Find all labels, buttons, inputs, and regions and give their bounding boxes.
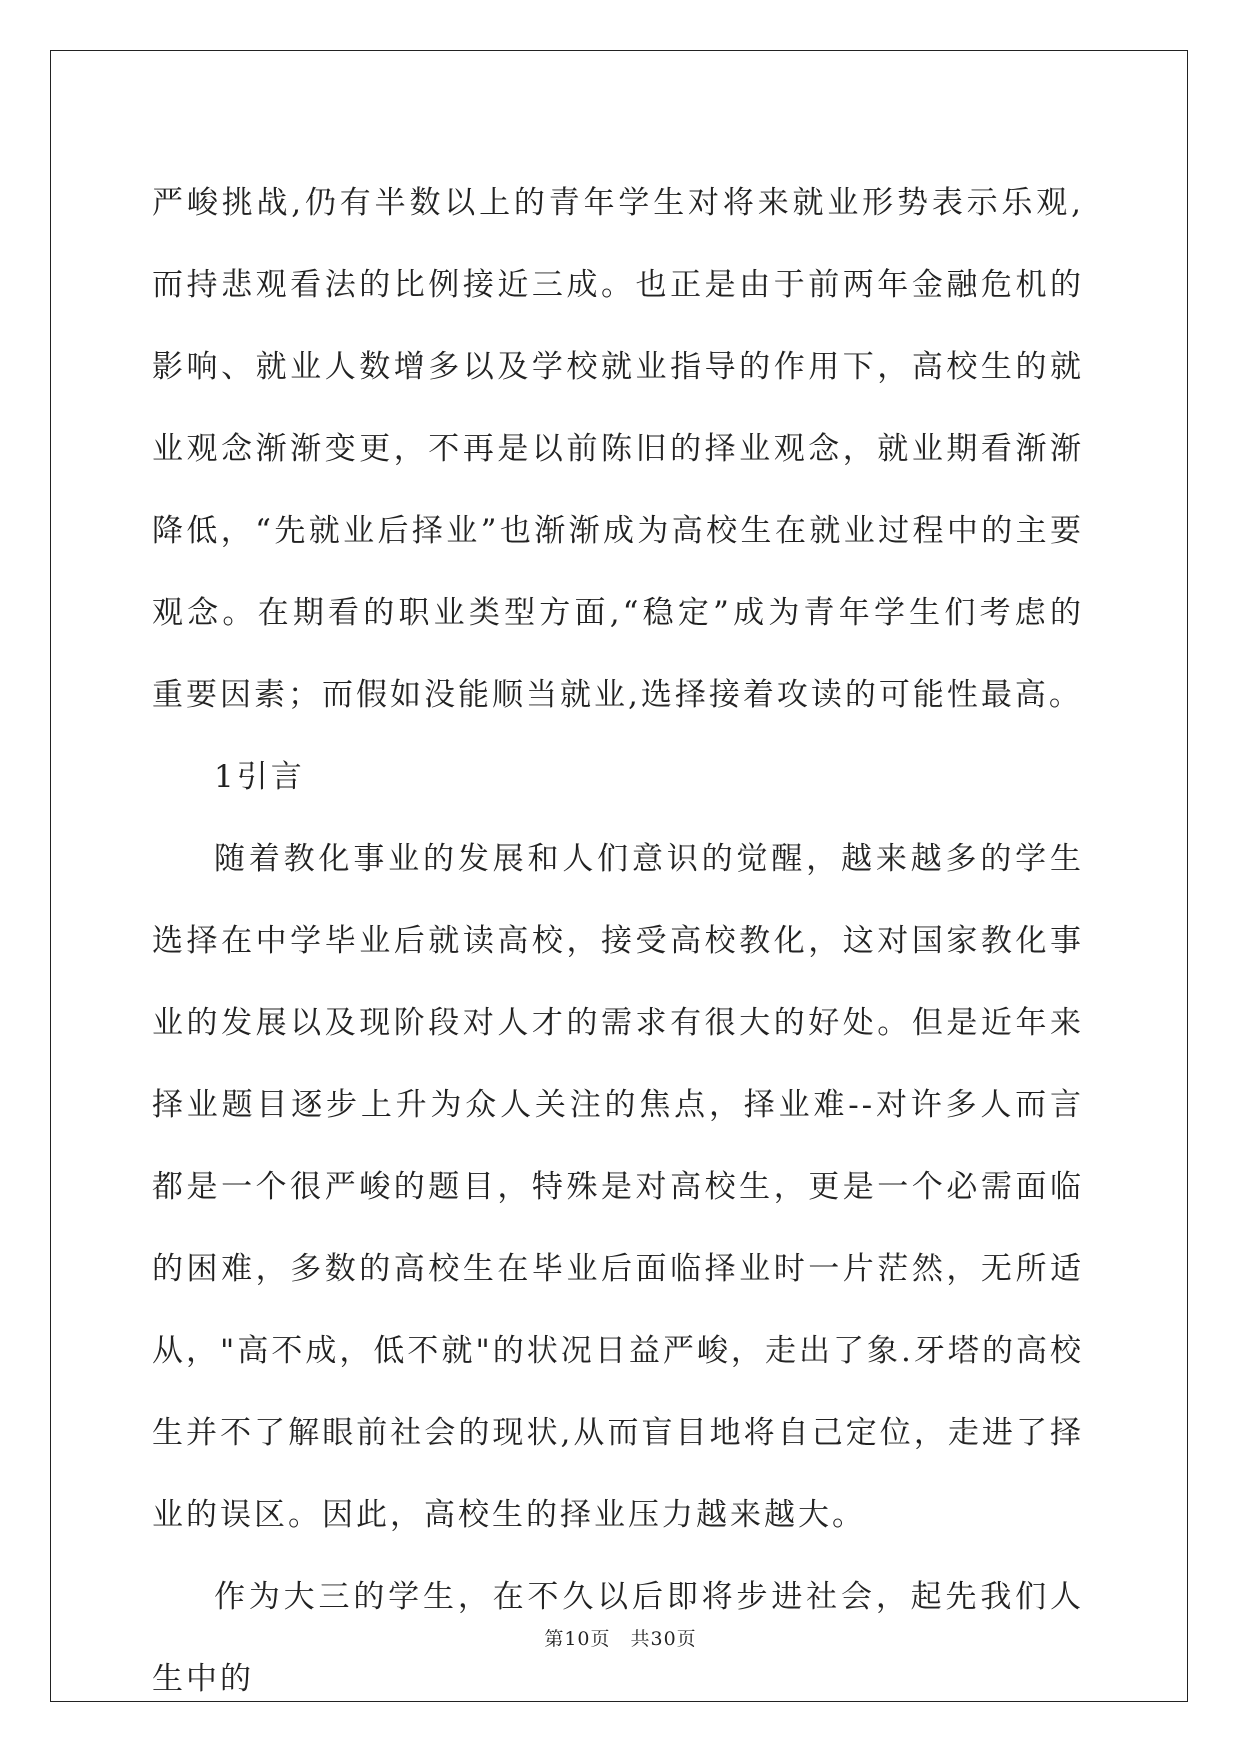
- page-number-footer: 第10页 共30页: [544, 1628, 697, 1650]
- section-heading-introduction: 1引言: [214, 759, 305, 795]
- document-body: [152, 162, 1084, 1720]
- paragraph-1: 严峻挑战,仍有半数以上的青年学生对将来就业形势表示乐观,而持悲观看法的比例接近三成。也正是由于前两年金融危机的影响、就业人数增多以及学校就业指导的作用下，高校生的就业观念渐渐变更，不再是以前陈旧的择业观念，就业期看渐渐降低，“先就业后择业”也渐渐成为高校生在就业过程中的主要观念。在期看的职业类型方面,“稳定”成为青年学生们考虑的重要因素；而假如没能顺当就业,选择接着攻读的可能性最高。: [152, 185, 1084, 713]
- paragraph-3: 作为大三的学生，在不久以后即将步进社会，起先我们人生中的: [152, 1579, 1084, 1697]
- paragraph-2: 随着教化事业的发展和人们意识的觉醒，越来越多的学生选择在中学毕业后就读高校，接受高校教化，这对国家教化事业的发展以及现阶段对人才的需求有很大的好处。但是近年来择业题目逐步上升为众人关注的焦点，择业难--对许多人而言都是一个很严峻的题目，特殊是对高校生，更是一个必需面临的困难，多数的高校生在毕业后面临择业时一片茫然，无所适从，"高不成，低不就"的状况日益严峻，走出了象.牙塔的高校生并不了解眼前社会的现状,从而盲目地将自己定位，走进了择业的误区。因此，高校生的择业压力越来越大。: [152, 841, 1084, 1533]
